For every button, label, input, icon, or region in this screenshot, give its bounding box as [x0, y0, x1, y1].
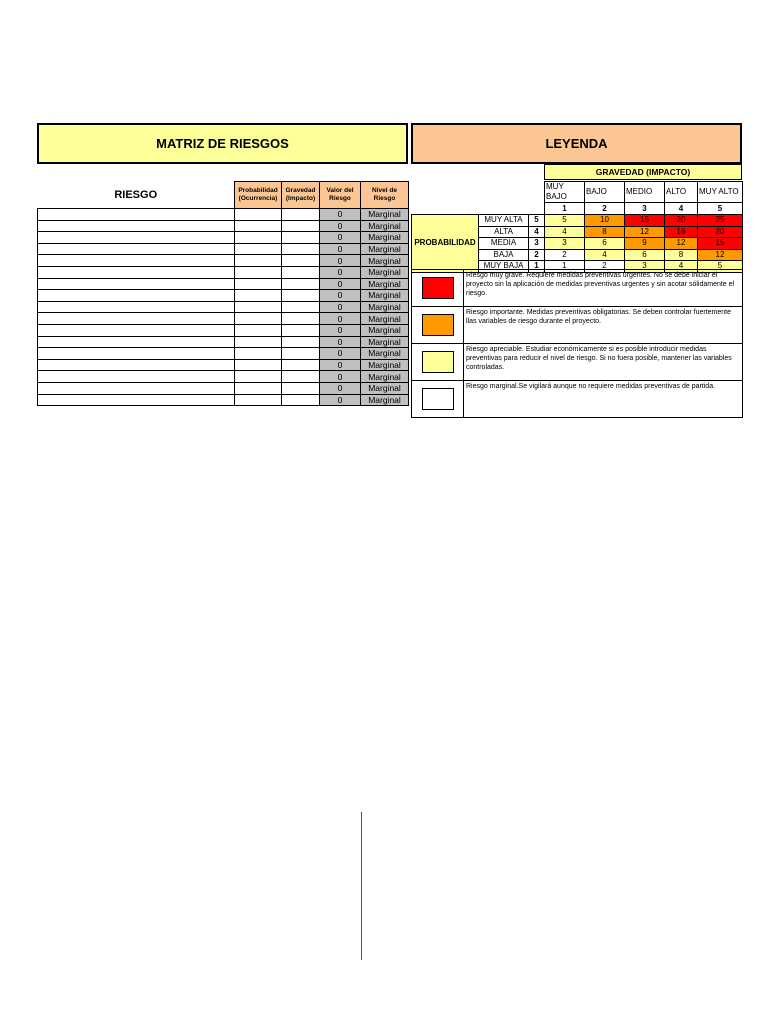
color-swatch [422, 388, 454, 410]
risk-value-cell: 3 [625, 261, 665, 273]
gravedad-col-num: 2 [585, 203, 625, 215]
legend-swatch-cell [412, 381, 464, 418]
risk-value-cell: 12 [625, 226, 665, 238]
riesgo-cell[interactable] [38, 394, 235, 406]
nivel-cell: Marginal [361, 301, 409, 313]
nivel-cell: Marginal [361, 394, 409, 406]
nivel-cell: Marginal [361, 209, 409, 221]
table-row [38, 255, 409, 267]
riesgo-cell[interactable] [38, 290, 235, 302]
table-row [38, 336, 409, 348]
probabilidad-cell[interactable] [235, 255, 282, 267]
riesgo-cell[interactable] [38, 359, 235, 371]
valor-cell: 0 [320, 371, 361, 383]
riesgo-cell[interactable] [38, 348, 235, 360]
divider-line [361, 812, 362, 960]
table-row [38, 243, 409, 255]
color-swatch [422, 277, 454, 299]
valor-cell: 0 [320, 255, 361, 267]
gravedad-cell[interactable] [282, 348, 320, 360]
risk-value-cell: 16 [665, 226, 698, 238]
riesgo-cell[interactable] [38, 336, 235, 348]
gravedad-col-num: 5 [698, 203, 743, 215]
table-row [38, 313, 409, 325]
riesgo-cell[interactable] [38, 255, 235, 267]
nivel-cell: Marginal [361, 232, 409, 244]
probabilidad-cell[interactable] [235, 266, 282, 278]
table-row [38, 209, 409, 221]
gravedad-col-num: 4 [665, 203, 698, 215]
table-row [38, 232, 409, 244]
risk-value-cell: 25 [698, 215, 743, 227]
legend-description-row [412, 344, 743, 381]
probabilidad-row-num: 2 [529, 249, 545, 261]
table-row [38, 348, 409, 360]
nivel-cell: Marginal [361, 255, 409, 267]
legend-description-text: Riesgo apreciable. Estudiar económicamente si es posible introducir medidas preventivas para reducir el nivel de riesgo. Si no fuera posible, mantener las variables controladas. [464, 344, 743, 381]
gravedad-cell[interactable] [282, 313, 320, 325]
riesgo-cell[interactable] [38, 371, 235, 383]
gravedad-cell[interactable] [282, 290, 320, 302]
risk-value-cell: 1 [545, 261, 585, 273]
legend-description-text: Riesgo marginal.Se vigilará aunque no requiere medidas preventivas de partida. [464, 381, 743, 418]
nivel-cell: Marginal [361, 220, 409, 232]
gravedad-impacto-header: GRAVEDAD (IMPACTO) [544, 164, 742, 180]
probabilidad-cell[interactable] [235, 209, 282, 221]
legend-description-row [412, 307, 743, 344]
risk-value-cell: 8 [665, 249, 698, 261]
gravedad-cell[interactable] [282, 209, 320, 221]
valor-cell: 0 [320, 243, 361, 255]
legend-description-text: Riesgo muy grave. Requiere medidas preventivas urgentes. No se debe iniciar el proyecto sin la aplicación de medidas preventivas urgentes y sin acotar sólidamente el riesgo. [464, 270, 743, 307]
gravedad-col-num: 1 [545, 203, 585, 215]
probabilidad-row-num: 1 [529, 261, 545, 273]
riesgo-cell[interactable] [38, 278, 235, 290]
probabilidad-cell[interactable] [235, 359, 282, 371]
matriz-title: MATRIZ DE RIESGOS [37, 123, 408, 164]
risk-value-cell: 12 [665, 238, 698, 250]
leyenda-title: LEYENDA [411, 123, 742, 164]
legend-description-row [412, 270, 743, 307]
risk-table [37, 181, 409, 406]
gravedad-cell[interactable] [282, 394, 320, 406]
probabilidad-cell[interactable] [235, 220, 282, 232]
nivel-header: Nivel de Riesgo [361, 182, 409, 209]
risk-value-cell: 4 [665, 261, 698, 273]
riesgo-cell[interactable] [38, 313, 235, 325]
valor-cell: 0 [320, 278, 361, 290]
probabilidad-row-num: 4 [529, 226, 545, 238]
probabilidad-row-num: 3 [529, 238, 545, 250]
nivel-cell: Marginal [361, 382, 409, 394]
probabilidad-label: PROBABILIDAD [412, 215, 479, 273]
gravedad-cell[interactable] [282, 382, 320, 394]
valor-cell: 0 [320, 394, 361, 406]
risk-value-cell: 4 [585, 249, 625, 261]
riesgo-cell[interactable] [38, 324, 235, 336]
gravedad-cell[interactable] [282, 301, 320, 313]
gravedad-col-label: MEDIO [625, 182, 665, 203]
gravedad-header: Gravedad (Impacto) [282, 182, 320, 209]
probabilidad-cell[interactable] [235, 278, 282, 290]
risk-value-cell: 6 [625, 249, 665, 261]
color-swatch [422, 351, 454, 373]
risk-value-cell: 6 [585, 238, 625, 250]
probabilidad-cell[interactable] [235, 382, 282, 394]
gravedad-cell[interactable] [282, 232, 320, 244]
valor-header: Valor del Riesgo [320, 182, 361, 209]
valor-cell: 0 [320, 301, 361, 313]
gravedad-cell[interactable] [282, 324, 320, 336]
risk-value-cell: 2 [585, 261, 625, 273]
nivel-cell: Marginal [361, 278, 409, 290]
riesgo-cell[interactable] [38, 232, 235, 244]
legend-col-nums-row [412, 203, 743, 215]
nivel-cell: Marginal [361, 324, 409, 336]
nivel-cell: Marginal [361, 348, 409, 360]
probabilidad-cell[interactable] [235, 301, 282, 313]
gravedad-cell[interactable] [282, 278, 320, 290]
probabilidad-row-label: MEDIA [479, 238, 529, 250]
gravedad-col-label: MUY BAJO [545, 182, 585, 203]
riesgo-cell[interactable] [38, 243, 235, 255]
nivel-cell: Marginal [361, 313, 409, 325]
gravedad-col-label: ALTO [665, 182, 698, 203]
gravedad-cell[interactable] [282, 243, 320, 255]
nivel-cell: Marginal [361, 336, 409, 348]
legend-matrix [411, 181, 743, 273]
riesgo-cell[interactable] [38, 382, 235, 394]
riesgo-cell[interactable] [38, 301, 235, 313]
riesgo-header: RIESGO [38, 182, 235, 209]
gravedad-cell[interactable] [282, 371, 320, 383]
gravedad-col-label: BAJO [585, 182, 625, 203]
probabilidad-cell[interactable] [235, 313, 282, 325]
legend-descriptions [411, 269, 743, 418]
table-row [38, 324, 409, 336]
probabilidad-cell[interactable] [235, 371, 282, 383]
risk-value-cell: 8 [585, 226, 625, 238]
probabilidad-cell[interactable] [235, 394, 282, 406]
table-row [38, 290, 409, 302]
risk-value-cell: 12 [698, 249, 743, 261]
legend-description-row [412, 381, 743, 418]
risk-value-cell: 15 [625, 215, 665, 227]
table-row [38, 220, 409, 232]
nivel-cell: Marginal [361, 371, 409, 383]
table-row [38, 394, 409, 406]
table-row [38, 301, 409, 313]
gravedad-cell[interactable] [282, 220, 320, 232]
valor-cell: 0 [320, 266, 361, 278]
table-row [38, 359, 409, 371]
gravedad-col-label: MUY ALTO [698, 182, 743, 203]
risk-value-cell: 20 [698, 226, 743, 238]
probabilidad-row-label: BAJA [479, 249, 529, 261]
valor-cell: 0 [320, 382, 361, 394]
valor-cell: 0 [320, 324, 361, 336]
nivel-cell: Marginal [361, 266, 409, 278]
valor-cell: 0 [320, 359, 361, 371]
probabilidad-row-label: MUY BAJA [479, 261, 529, 273]
riesgo-cell[interactable] [38, 209, 235, 221]
nivel-cell: Marginal [361, 243, 409, 255]
table-row [38, 266, 409, 278]
probabilidad-row-label: ALTA [479, 226, 529, 238]
risk-value-cell: 2 [545, 249, 585, 261]
gravedad-cell[interactable] [282, 336, 320, 348]
nivel-cell: Marginal [361, 290, 409, 302]
legend-matrix-row [412, 215, 743, 227]
legend-swatch-cell [412, 307, 464, 344]
risk-value-cell: 3 [545, 238, 585, 250]
probabilidad-row-num: 5 [529, 215, 545, 227]
gravedad-cell[interactable] [282, 266, 320, 278]
legend-swatch-cell [412, 270, 464, 307]
gravedad-col-num: 3 [625, 203, 665, 215]
risk-value-cell: 5 [698, 261, 743, 273]
valor-cell: 0 [320, 232, 361, 244]
legend-description-text: Riesgo importante. Medidas preventivas obligatorias. Se deben controlar fuertemente llas variables de riesgo durante el proyecto. [464, 307, 743, 344]
risk-value-cell: 15 [698, 238, 743, 250]
probabilidad-cell[interactable] [235, 290, 282, 302]
gravedad-cell[interactable] [282, 255, 320, 267]
risk-value-cell: 9 [625, 238, 665, 250]
riesgo-cell[interactable] [38, 220, 235, 232]
valor-cell: 0 [320, 290, 361, 302]
probabilidad-cell[interactable] [235, 324, 282, 336]
table-row [38, 278, 409, 290]
risk-value-cell: 5 [545, 215, 585, 227]
legend-col-labels-row [412, 182, 743, 203]
legend-swatch-cell [412, 344, 464, 381]
risk-value-cell: 20 [665, 215, 698, 227]
valor-cell: 0 [320, 313, 361, 325]
risk-value-cell: 4 [545, 226, 585, 238]
gravedad-cell[interactable] [282, 359, 320, 371]
valor-cell: 0 [320, 209, 361, 221]
valor-cell: 0 [320, 220, 361, 232]
valor-cell: 0 [320, 336, 361, 348]
probabilidad-row-label: MUY ALTA [479, 215, 529, 227]
table-row [38, 382, 409, 394]
probabilidad-cell[interactable] [235, 336, 282, 348]
table-row [38, 371, 409, 383]
probabilidad-header: Probabilidad (Ocurrencia) [235, 182, 282, 209]
probabilidad-cell[interactable] [235, 243, 282, 255]
riesgo-cell[interactable] [38, 266, 235, 278]
nivel-cell: Marginal [361, 359, 409, 371]
risk-value-cell: 10 [585, 215, 625, 227]
valor-cell: 0 [320, 348, 361, 360]
probabilidad-cell[interactable] [235, 348, 282, 360]
color-swatch [422, 314, 454, 336]
probabilidad-cell[interactable] [235, 232, 282, 244]
